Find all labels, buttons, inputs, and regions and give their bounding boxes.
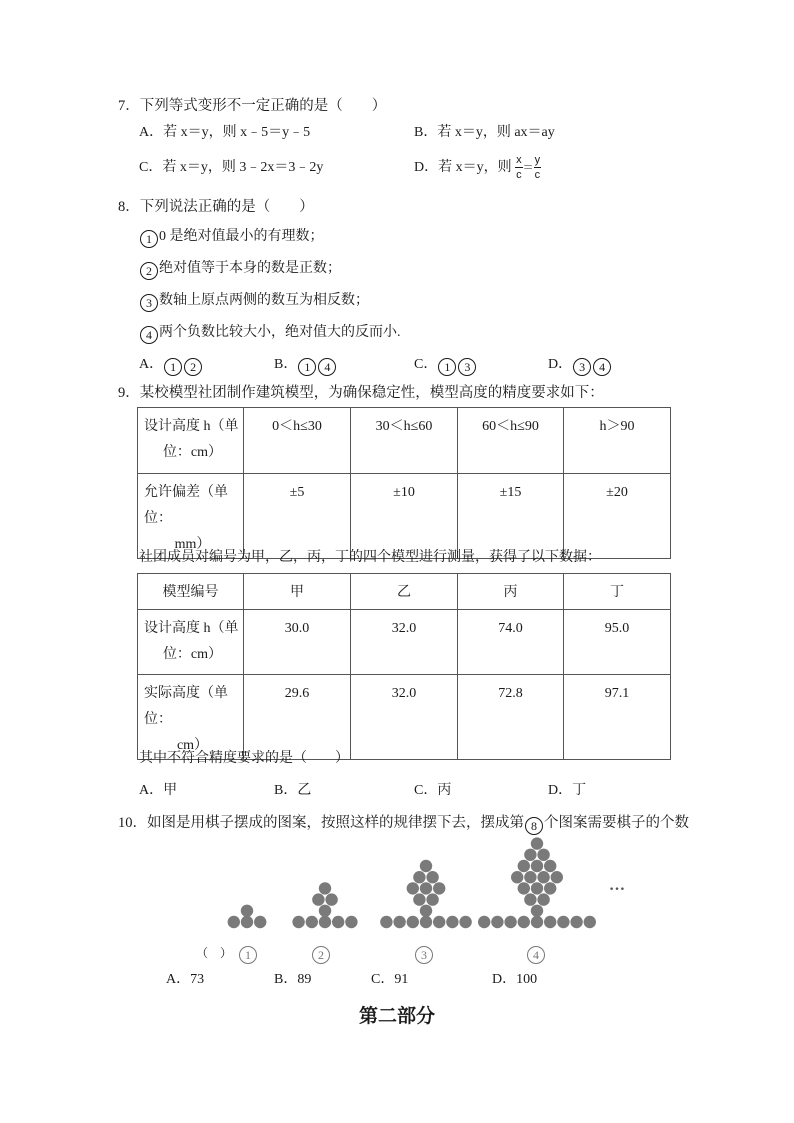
chess-piece [420, 882, 432, 894]
stem-text: 个图案需要棋子的个数 [544, 815, 689, 831]
table-cell: ±10 [351, 474, 458, 559]
table-cell: h＞90 [564, 408, 671, 474]
circled-number: 1 [438, 358, 456, 376]
chess-piece [531, 837, 543, 849]
chess-piece [511, 871, 523, 883]
circled-number: 3 [573, 358, 591, 376]
q8-statement [139, 292, 369, 312]
circled-number: 2 [184, 358, 202, 376]
q10-option-b: B．89 [274, 972, 312, 987]
q9-option-b: B．乙 [274, 783, 312, 798]
circled-number-3: 3 [140, 294, 158, 312]
q10-option-c: C．91 [371, 972, 409, 987]
chess-piece [413, 893, 425, 905]
fraction-numerator: x [516, 154, 522, 166]
circled-number: 1 [164, 358, 182, 376]
equals-sign: ＝ [522, 162, 534, 175]
cell-line: 位：cm） [162, 445, 223, 460]
chess-piece [319, 882, 331, 894]
cell-line: 设计高度 h（单 [144, 419, 239, 434]
table-row [138, 474, 671, 559]
chess-piece [433, 916, 445, 928]
chess-piece [504, 916, 516, 928]
chess-piece [570, 916, 582, 928]
fraction-denominator: c [534, 169, 541, 181]
chess-piece [524, 849, 536, 861]
fraction-numerator: y [534, 154, 541, 166]
table-cell: 丁 [564, 574, 671, 610]
statement-text: 数轴上原点两侧的数互为相反数； [159, 293, 369, 308]
stem-text: 10．如图是用棋子摆成的图案，按照这样的规律摆下去，摆成第 [118, 815, 524, 831]
q8-stem: 8．下列说法正确的是（ ） [118, 199, 314, 215]
q7-option-a: A．若 x＝y，则 x﹣5＝y﹣5 [139, 125, 311, 140]
cell-line: cm） [176, 738, 209, 753]
q10-option-a: A．73 [166, 972, 205, 987]
chess-piece [433, 882, 445, 894]
fraction-y-over-c [534, 155, 542, 181]
chess-piece [325, 893, 337, 905]
table-row [138, 610, 671, 675]
option-letter: A． [139, 357, 164, 372]
table-cell: ±5 [244, 474, 351, 559]
table-cell: 30＜h≤60 [351, 408, 458, 474]
circled-number-1: 1 [239, 946, 257, 964]
circled-number-4: 4 [140, 326, 158, 344]
chess-piece [446, 916, 458, 928]
table-row [138, 574, 671, 610]
chess-piece [319, 905, 331, 917]
q8-option-c [414, 356, 477, 376]
table-cell: 30.0 [244, 610, 351, 675]
table-cell: 95.0 [564, 610, 671, 675]
q9-middle-text: 社团成员对编号为甲，乙，丙，丁的四个模型进行测量，获得了以下数据： [139, 550, 601, 565]
chess-piece [557, 916, 569, 928]
precision-table [137, 407, 671, 559]
circled-number-2: 2 [140, 262, 158, 280]
table-cell: 乙 [351, 574, 458, 610]
cell-line: 位：cm） [162, 647, 223, 662]
chess-piece [584, 916, 596, 928]
q9-option-a: A．甲 [139, 783, 178, 798]
table-cell: 97.1 [564, 675, 671, 760]
pattern-3 [380, 860, 472, 928]
q10-option-d: D．100 [492, 972, 538, 987]
pattern-1 [228, 905, 267, 929]
table-cell: 32.0 [351, 675, 458, 760]
chess-piece [407, 916, 419, 928]
chess-piece [524, 871, 536, 883]
chess-piece [531, 860, 543, 872]
option-letter: B． [274, 357, 298, 372]
chess-piece [413, 871, 425, 883]
chess-piece [228, 916, 240, 928]
q8-option-d [548, 356, 612, 376]
answer-paren: （ ） [196, 946, 233, 960]
circled-number: 3 [458, 358, 476, 376]
chess-piece [292, 916, 304, 928]
chess-piece [537, 849, 549, 861]
table-cell: ±20 [564, 474, 671, 559]
chess-piece [420, 905, 432, 917]
chess-piece [380, 916, 392, 928]
circled-number-8: 8 [525, 817, 543, 835]
statement-text: 绝对值等于本身的数是正数； [159, 261, 341, 276]
table-header-cell: 模型编号 [138, 574, 244, 610]
q8-option-a [139, 356, 203, 376]
chess-piece [241, 916, 253, 928]
circled-number-4: 4 [527, 946, 545, 964]
chess-piece [544, 882, 556, 894]
chess-piece [531, 882, 543, 894]
pattern-2 [292, 882, 357, 928]
section-title: 第二部分 [358, 1005, 435, 1027]
chess-piece [531, 916, 543, 928]
cell-line: 设计高度 h（单 [144, 621, 239, 636]
chess-piece [319, 916, 331, 928]
table-cell: 甲 [244, 574, 351, 610]
option-letter: D． [548, 357, 573, 372]
chess-piece [518, 916, 530, 928]
chess-piece [420, 916, 432, 928]
q7-option-d-prefix: D．若 x＝y，则 [414, 160, 512, 176]
q8-option-b [274, 356, 337, 376]
q8-statement [139, 228, 324, 248]
q7-option-c: C．若 x＝y，则 3﹣2x＝3﹣2y [139, 160, 324, 175]
figure-label-1 [238, 943, 258, 964]
circled-number-2: 2 [312, 946, 330, 964]
chess-piece [426, 893, 438, 905]
chess-piece [491, 916, 503, 928]
circled-number: 4 [318, 358, 336, 376]
table-header-cell [138, 610, 244, 675]
table-header-cell [138, 675, 244, 760]
table-cell: 74.0 [458, 610, 564, 675]
chess-piece [345, 916, 357, 928]
q9-option-d: D．丁 [548, 783, 587, 798]
chess-piece [518, 860, 530, 872]
chess-piece [332, 916, 344, 928]
chess-piece [241, 905, 253, 917]
chess-piece [306, 916, 318, 928]
chess-piece [544, 860, 556, 872]
cell-line: mm） [174, 537, 211, 552]
table-cell: 32.0 [351, 610, 458, 675]
chess-piece [531, 905, 543, 917]
q7-option-b: B．若 x＝y，则 ax＝ay [414, 125, 555, 140]
cell-line: 允许偏差（单位： [144, 485, 228, 526]
q9-stem: 9．某校模型社团制作建筑模型，为确保稳定性，模型高度的精度要求如下： [118, 385, 604, 401]
ellipsis: … [609, 877, 625, 894]
table-cell: 60＜h≤90 [458, 408, 564, 474]
figure-label-4 [526, 943, 546, 964]
pattern-4 [478, 837, 596, 928]
table-cell: 0＜h≤30 [244, 408, 351, 474]
circled-number-1: 1 [140, 230, 158, 248]
q10-stem [118, 814, 689, 835]
table-row [138, 408, 671, 474]
chess-piece [478, 916, 490, 928]
chess-piece [537, 893, 549, 905]
table-header-cell [138, 408, 244, 474]
table-cell: 72.8 [458, 675, 564, 760]
table-cell: 丙 [458, 574, 564, 610]
figure-label-2 [311, 943, 331, 964]
chess-piece [459, 916, 471, 928]
measurement-table [137, 573, 671, 760]
table-cell: ±15 [458, 474, 564, 559]
q7-option-d [414, 155, 541, 181]
table-header-cell [138, 474, 244, 559]
fraction-x-over-c [515, 155, 523, 181]
chess-piece [420, 860, 432, 872]
statement-text: 两个负数比较大小，绝对值大的反而小. [159, 325, 401, 340]
chess-piece [312, 893, 324, 905]
table-cell: 29.6 [244, 675, 351, 760]
chess-piece [407, 882, 419, 894]
chess-piece [518, 882, 530, 894]
figure-label-3 [414, 943, 434, 964]
chess-piece [551, 871, 563, 883]
q9-option-c: C．丙 [414, 783, 452, 798]
option-letter: C． [414, 357, 438, 372]
q8-statement [139, 324, 401, 344]
chess-piece [524, 893, 536, 905]
statement-text: 0 是绝对值最小的有理数； [159, 229, 324, 244]
q7-stem: 7．下列等式变形不一定正确的是（ ） [118, 98, 387, 114]
chess-piece [537, 871, 549, 883]
circled-number: 1 [298, 358, 316, 376]
chess-piece [426, 871, 438, 883]
chess-piece [544, 916, 556, 928]
circled-number-3: 3 [415, 946, 433, 964]
chess-piece [393, 916, 405, 928]
fraction-denominator: c [516, 169, 522, 181]
cell-line: 实际高度（单位： [144, 686, 228, 727]
chess-piece [254, 916, 266, 928]
q8-statement [139, 260, 341, 280]
circled-number: 4 [593, 358, 611, 376]
table-row [138, 675, 671, 760]
q9-question: 其中不符合精度要求的是（ ） [139, 751, 349, 766]
